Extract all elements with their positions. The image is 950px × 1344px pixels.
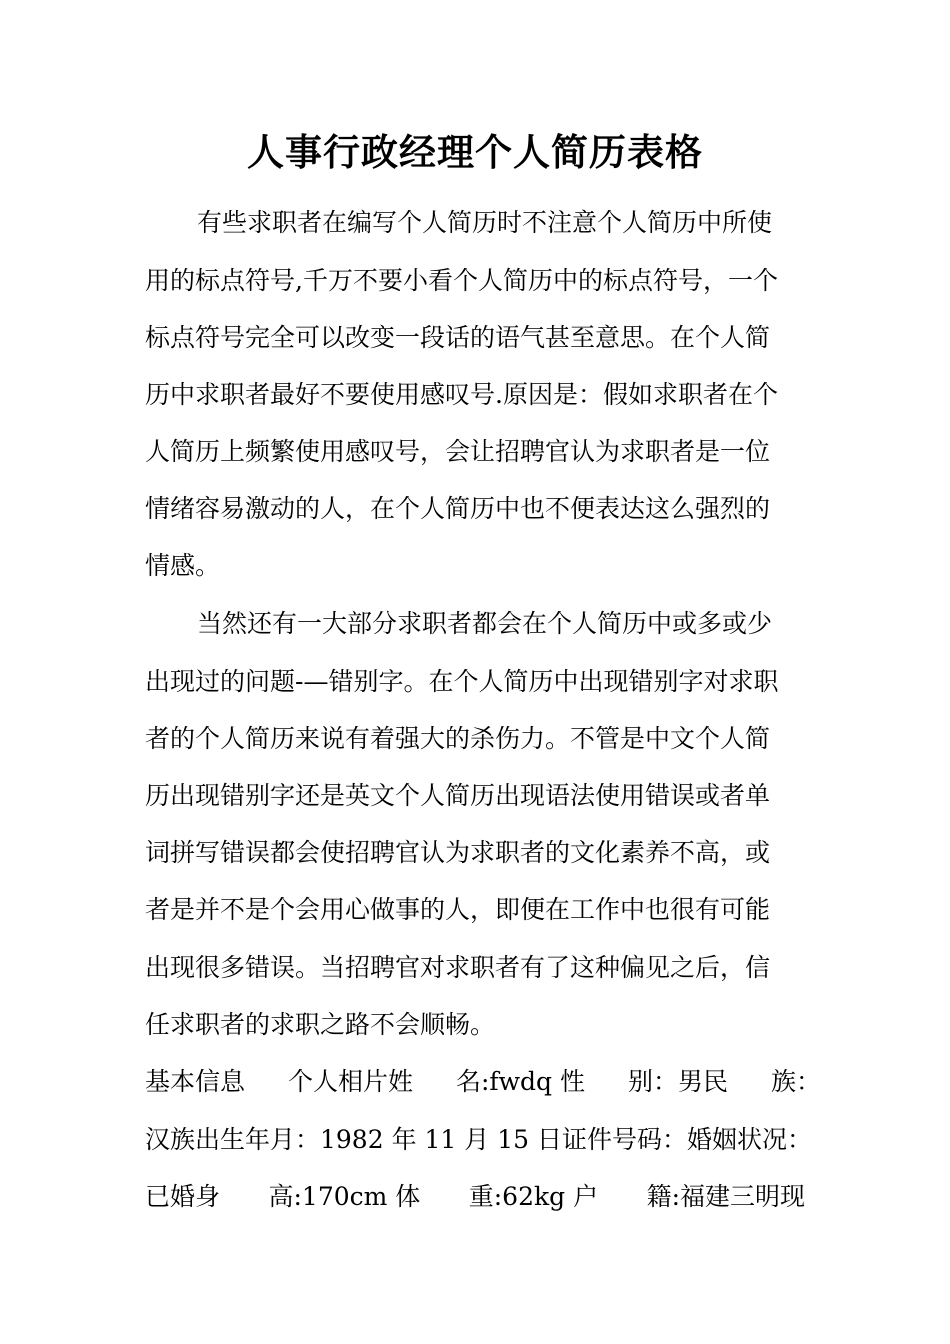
paragraph2-line: 出现很多错误。当招聘官对求职者有了这种偏见之后，信	[145, 953, 771, 982]
document-title: 人事行政经理个人简历表格	[247, 130, 703, 174]
paragraph2-line: 出现过的问题-—错别字。在个人简历中出现错别字对求职	[145, 667, 779, 696]
basic-info-row: 汉族出生年月：1982 年 11 月 15 日证件号码：婚姻状况：	[145, 1125, 812, 1154]
paragraph1-line: 历中求职者最好不要使用感叹号.原因是：假如求职者在个	[145, 380, 778, 409]
paragraph1-line: 情绪容易激动的人，在个人简历中也不便表达这么强烈的	[145, 494, 771, 523]
paragraph2-line: 历出现错别字还是英文个人简历出现语法使用错误或者单	[145, 781, 771, 810]
basic-info-item: 基本信息	[145, 1067, 246, 1096]
paragraph1-line: 用的标点符号,千万不要小看个人简历中的标点符号，一个	[145, 266, 778, 295]
paragraph1-line: 标点符号完全可以改变一段话的语气甚至意思。在个人简	[145, 323, 771, 352]
paragraph2-line: 任求职者的求职之路不会顺畅。	[145, 1010, 496, 1039]
basic-info-row	[145, 1062, 821, 1102]
paragraph1-line: 人简历上频繁使用感叹号，会让招聘官认为求职者是一位	[145, 437, 771, 466]
basic-info-item: 籍:福建三明现	[646, 1182, 805, 1211]
basic-info-item: 族：	[770, 1067, 821, 1096]
basic-info-item: 已婚身	[145, 1182, 221, 1211]
basic-info-item: 个人相片姓	[287, 1067, 413, 1096]
basic-info-item: 别：男民	[627, 1067, 728, 1096]
paragraph1-line: 情感。	[145, 551, 221, 580]
paragraph2-line: 词拼写错误都会使招聘官认为求职者的文化素养不高，或	[145, 838, 771, 867]
paragraph2-line: 者的个人简历来说有着强大的杀伤力。不管是中文个人简	[145, 724, 771, 753]
basic-info-item: 名:fwdq 性	[455, 1067, 585, 1096]
basic-info-item: 高:170cm 体	[268, 1182, 421, 1211]
basic-info-row	[145, 1177, 805, 1217]
basic-info-item: 重:62kg 户	[468, 1182, 599, 1211]
paragraph1-line: 有些求职者在编写个人简历时不注意个人简历中所使	[197, 208, 773, 237]
paragraph2-line: 者是并不是个会用心做事的人，即便在工作中也很有可能	[145, 895, 771, 924]
paragraph2-line: 当然还有一大部分求职者都会在个人简历中或多或少	[197, 609, 773, 638]
